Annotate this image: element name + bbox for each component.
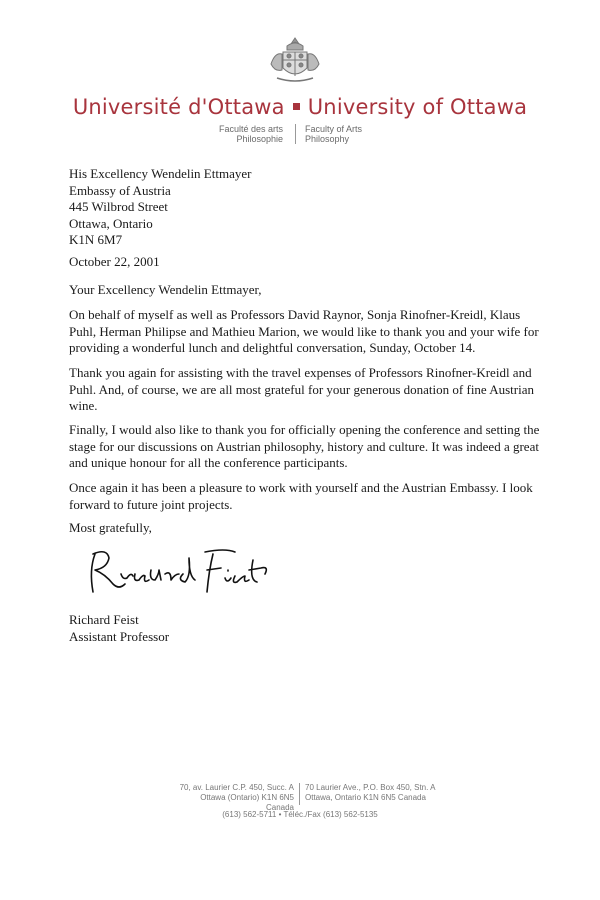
footer-address-en	[305, 783, 455, 803]
body-paragraph: Finally, I would also like to thank you for officially opening the conference and setting the stage for our discussions on Austrian philosophy, history and culture. It was indeed a great and unique honour for all the conference participants.	[69, 422, 540, 470]
footer-divider	[299, 783, 300, 805]
address-line: His Excellency Wendelin Ettmayer	[69, 166, 252, 181]
faculty-en-line: Faculty of Arts	[305, 124, 363, 134]
footer-line: 70, av. Laurier C.P. 450, Succ. A	[179, 783, 294, 792]
address-line: Embassy of Austria	[69, 182, 171, 198]
title-separator	[293, 103, 300, 110]
footer-address-fr	[170, 783, 294, 813]
faculty-fr-line: Faculté des arts	[218, 124, 283, 134]
signer-name: Richard Feist	[69, 612, 139, 627]
body-paragraph: Once again it has been a pleasure to work with yourself and the Austrian Embassy. I look forward to future joint projects.	[69, 480, 533, 512]
signer-block	[69, 612, 169, 645]
body-paragraph: On behalf of myself as well as Professors David Raynor, Sonja Rinofner-Kreidl, Klaus Puhl, Herman Philipse and Mathieu Marion, we would like to thank you and your wife for providing a wonderful lunch and delightful conversation, Sunday, October 14.	[69, 307, 539, 355]
address-line: Ottawa, Ontario	[69, 215, 153, 231]
footer-phone: (613) 562-5711 • Téléc./Fax (613) 562-5135	[222, 810, 378, 819]
footer-line: 70 Laurier Ave., P.O. Box 450, Stn. A	[305, 783, 436, 792]
faculty-en-line: Philosophy	[305, 134, 350, 144]
footer-line: Ottawa (Ontario) K1N 6N5 Canada	[200, 793, 294, 812]
footer-line: Ottawa, Ontario K1N 6N5 Canada	[305, 793, 426, 802]
faculty-fr-line: Philosophie	[236, 134, 283, 144]
letter-date: October 22, 2001	[69, 254, 160, 269]
address-line: K1N 6M7	[69, 232, 123, 247]
faculty-fr	[213, 124, 283, 144]
faculty-divider	[295, 124, 296, 144]
faculty-en	[305, 124, 385, 144]
university-title-en: University of Ottawa	[307, 95, 528, 119]
university-crest-icon	[265, 34, 325, 86]
body-paragraph: Thank you again for assisting with the travel expenses of Professors Rinofner-Kreidl and Puhl. And, of course, we are all most grateful for your generous donation of fine Austrian wine.	[69, 365, 534, 413]
salutation: Your Excellency Wendelin Ettmayer,	[69, 282, 262, 297]
recipient-address	[69, 166, 251, 249]
university-title	[0, 95, 600, 119]
handwritten-signature	[85, 540, 275, 600]
address-line: 445 Wilbrod Street	[69, 199, 168, 214]
university-title-fr: Université d'Ottawa	[72, 95, 285, 119]
closing: Most gratefully,	[69, 520, 152, 535]
signer-title: Assistant Professor	[69, 628, 170, 644]
